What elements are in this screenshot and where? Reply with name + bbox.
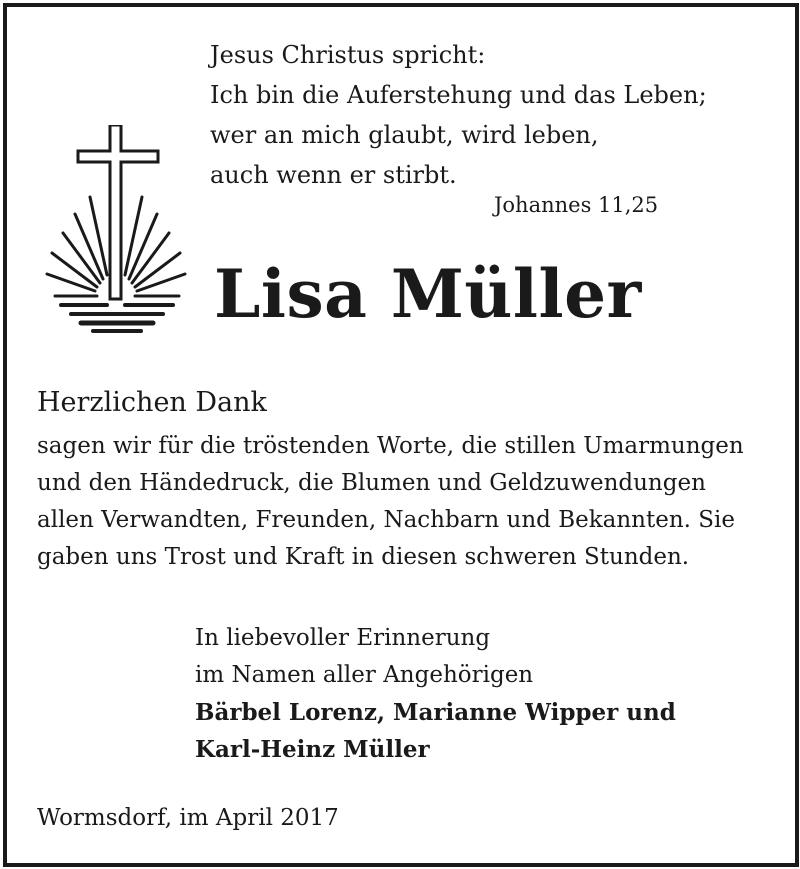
thanks-line: allen Verwandten, Freunden, Nachbarn und Bekannten. Sie [37,507,735,533]
thanks-line: und den Händedruck, die Blumen und Geldzuwendungen [37,470,706,496]
quote-line: auch wenn er stirbt. [210,161,457,189]
signer-names: Karl-Heinz Müller [195,736,430,763]
thanks-text [37,428,744,576]
thanks-title: Herzlichen Dank [37,387,267,418]
quote-line: wer an mich glaubt, wird leben, [210,121,599,149]
thanks-line: gaben uns Trost und Kraft in diesen schweren Stunden. [37,544,690,570]
place-date: Wormsdorf, im April 2017 [37,805,339,831]
deceased-name: Lisa Müller [214,255,642,333]
quote-source: Johannes 11,25 [494,193,659,217]
bible-quote [210,35,707,195]
closing-line: In liebevoller Erinnerung [195,625,491,651]
obituary-frame [3,3,799,867]
signer-names: Bärbel Lorenz, Marianne Wipper und [195,699,676,726]
closing-line: im Namen aller Angehörigen [195,662,534,688]
closing-block [195,620,676,768]
quote-line: Jesus Christus spricht: [210,41,486,69]
thanks-line: sagen wir für die tröstenden Worte, die stillen Umarmungen [37,433,744,459]
cross-sunrise-icon [37,125,192,340]
quote-line: Ich bin die Auferstehung und das Leben; [210,81,707,109]
